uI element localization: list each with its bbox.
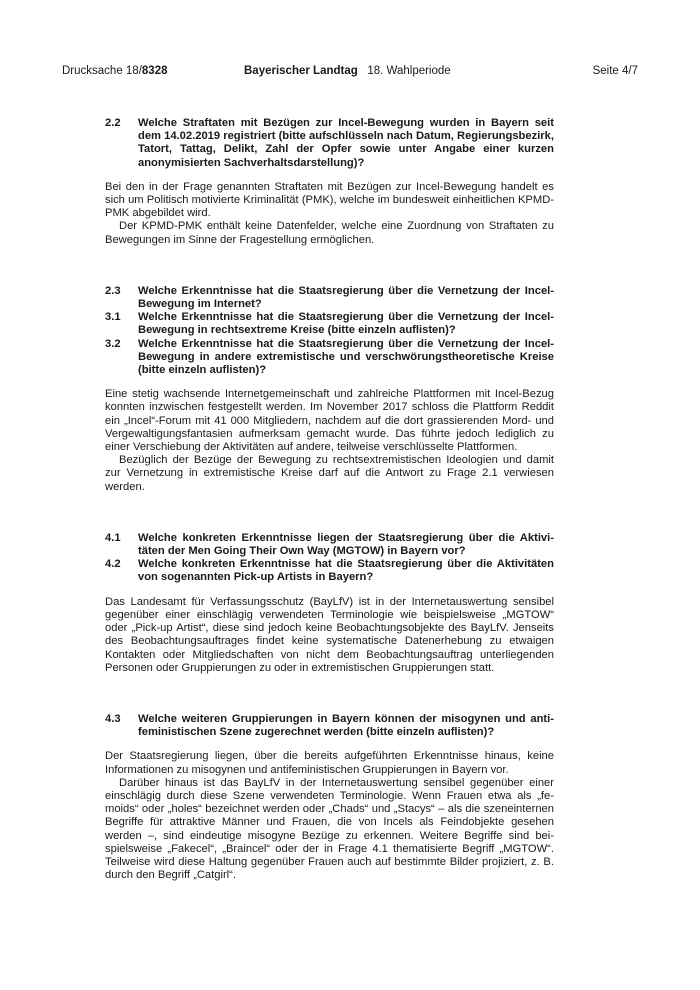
document-number [62, 65, 168, 77]
parliament-name: Bayerischer Landtag [244, 65, 358, 77]
question-block [105, 558, 554, 584]
question-block [105, 117, 554, 170]
question-block [105, 532, 554, 558]
question-number: 2.2 [105, 117, 121, 129]
question-text: Welche weiteren Gruppierungen in Bayern können der misogynen und antifeministischen Szene zugerechnet werden (bitte einzeln auflisten)? [138, 712, 554, 739]
question-number: 4.3 [105, 712, 121, 725]
document-body [105, 117, 554, 882]
question-block [105, 713, 554, 739]
question-text: Welche Straftaten mit Bezügen zur Incel-Bewegung wurden in Bayern seit dem 14.02.2019 registriert (bitte aufschlüsseln nach Datum, Regierungsbezirk, Tatort, Tattag, Delikt, Zahl der Opfer sowie unter Angabe einer kurzen anonymisierten Sachverhaltsdarstellung)? [138, 117, 554, 169]
question-number: 4.1 [105, 531, 121, 544]
answer-paragraph: Bezüglich der Bezüge der Bewegung zu rechtsextremistischen Ideologien und damit zur Vernetzung in extremistische Kreise darf auf die Antwort zu Frage 2.1 verwiesen werden. [105, 454, 554, 493]
question-block [105, 311, 554, 337]
answer-paragraph: Der KPMD-PMK enthält keine Datenfelder, welche eine Zuordnung von Straftaten zu Bewegungen im Sinne der Fragestellung ermöglichen. [105, 220, 554, 246]
question-text: Welche konkreten Erkenntnisse liegen der Staatsregierung über die Aktivitäten der Men Going Their Own Way (MGTOW) in Bayern vor? [138, 531, 554, 558]
document-prefix: Drucksache 18/ [62, 65, 142, 77]
question-text: Welche Erkenntnisse hat die Staatsregierung über die Vernetzung der Incel-Bewegung im Internet? [138, 284, 554, 311]
document-number-value: 8328 [141, 65, 168, 77]
question-text: Welche Erkenntnisse hat die Staatsregierung über die Vernetzung der Incel-Bewegung in andere extremistische und verschwörungstheoretische Kreise (bitte einzeln auflisten)? [138, 337, 554, 377]
answer-paragraph: Eine stetig wachsende Internetgemeinschaft und zahlreiche Plattformen mit Incel-Bezug konnten inzwischen festgestellt werden. Im November 2017 schloss die Plattform Reddit ein „Incel“-Forum mit 41 000 Mitgliedern, nachdem auf die dort grassierenden Mord- und Vergewaltigungsfantasien aufmerksam gemacht wurde. Das führte jedoch lediglich zu einer Verschiebung der Aktivitäten auf andere, teilweise verschlüsselte Plattformen. [105, 388, 554, 454]
page-header [62, 65, 638, 79]
question-text: Welche Erkenntnisse hat die Staatsregierung über die Vernetzung der Incel-Bewegung in rechtsextreme Kreise (bitte einzeln auflisten)? [138, 311, 554, 337]
answer-paragraph: Der Staatsregierung liegen, über die bereits aufgeführten Erkenntnisse hinaus, keine Informationen zu misogynen und antifeministischen Gruppierungen in Bayern vor. [105, 750, 554, 776]
question-block [105, 285, 554, 311]
question-number: 3.2 [105, 337, 121, 350]
answer-paragraph: Bei den in der Frage genannten Straftaten mit Bezügen zur Incel-Bewegung handelt es sich um Politisch motivierte Kriminalität (PMK), welche im bundesweit einheitlichen KPMD-PMK abgebildet wird. [105, 180, 554, 220]
question-text: Welche konkreten Erkenntnisse hat die Staatsregierung über die Aktivitäten von sogenannten Pick-up Artists in Bayern? [138, 558, 554, 584]
question-number: 2.3 [105, 284, 121, 297]
parliament-info [244, 65, 451, 77]
answer-paragraph: Das Landesamt für Verfassungsschutz (BayLfV) ist in der Internetauswertung sensibel gegenüber einer einschlägig verwendeten Terminologie wie beispielsweise „MGTOW“ oder „Pick-up Artist“, diese sind jedoch keine Beobachtungsobjekte des BayLfV. Jenseits des Beobachtungsauftrages findet keine systematische Datenerhebung zu etwaigen Kontakten oder Mitgliedschaften von nicht dem Beobachtungsauftrag unterliegenden Personen oder Gruppierungen zu oder in extremistischen Gruppierungen statt. [105, 595, 554, 674]
legislative-period: 18. Wahlperiode [367, 65, 451, 77]
question-number: 3.1 [105, 311, 121, 324]
question-block [105, 338, 554, 378]
question-number: 4.2 [105, 558, 121, 571]
answer-paragraph: Darüber hinaus ist das BayLfV in der Internetauswertung sensibel gegenüber einer einschlägig durch diese Szene verwendeten Terminologie. Wenn Frauen etwa als „femoids“ oder „holes“ bezeichnet werden oder „Chads“ und „Stacys“ – als die szeneinternen Begriffe für attraktive Männer und Frauen, die von Incels als Feindobjekte gesehen werden –, sind eindeutige misogyne Bezüge zu erkennen. Weitere Begriffe sind beispielsweise „Fakecel“, „Braincel“ oder der in Frage 4.1 thematisierte Begriff „MGTOW“. Teilweise wird diese Haltung gegenüber Frauen auch auf bestimmte Bilder projiziert, z. B. durch den Begriff „Catgirl“. [105, 776, 554, 882]
page-number: Seite 4/7 [592, 65, 638, 77]
